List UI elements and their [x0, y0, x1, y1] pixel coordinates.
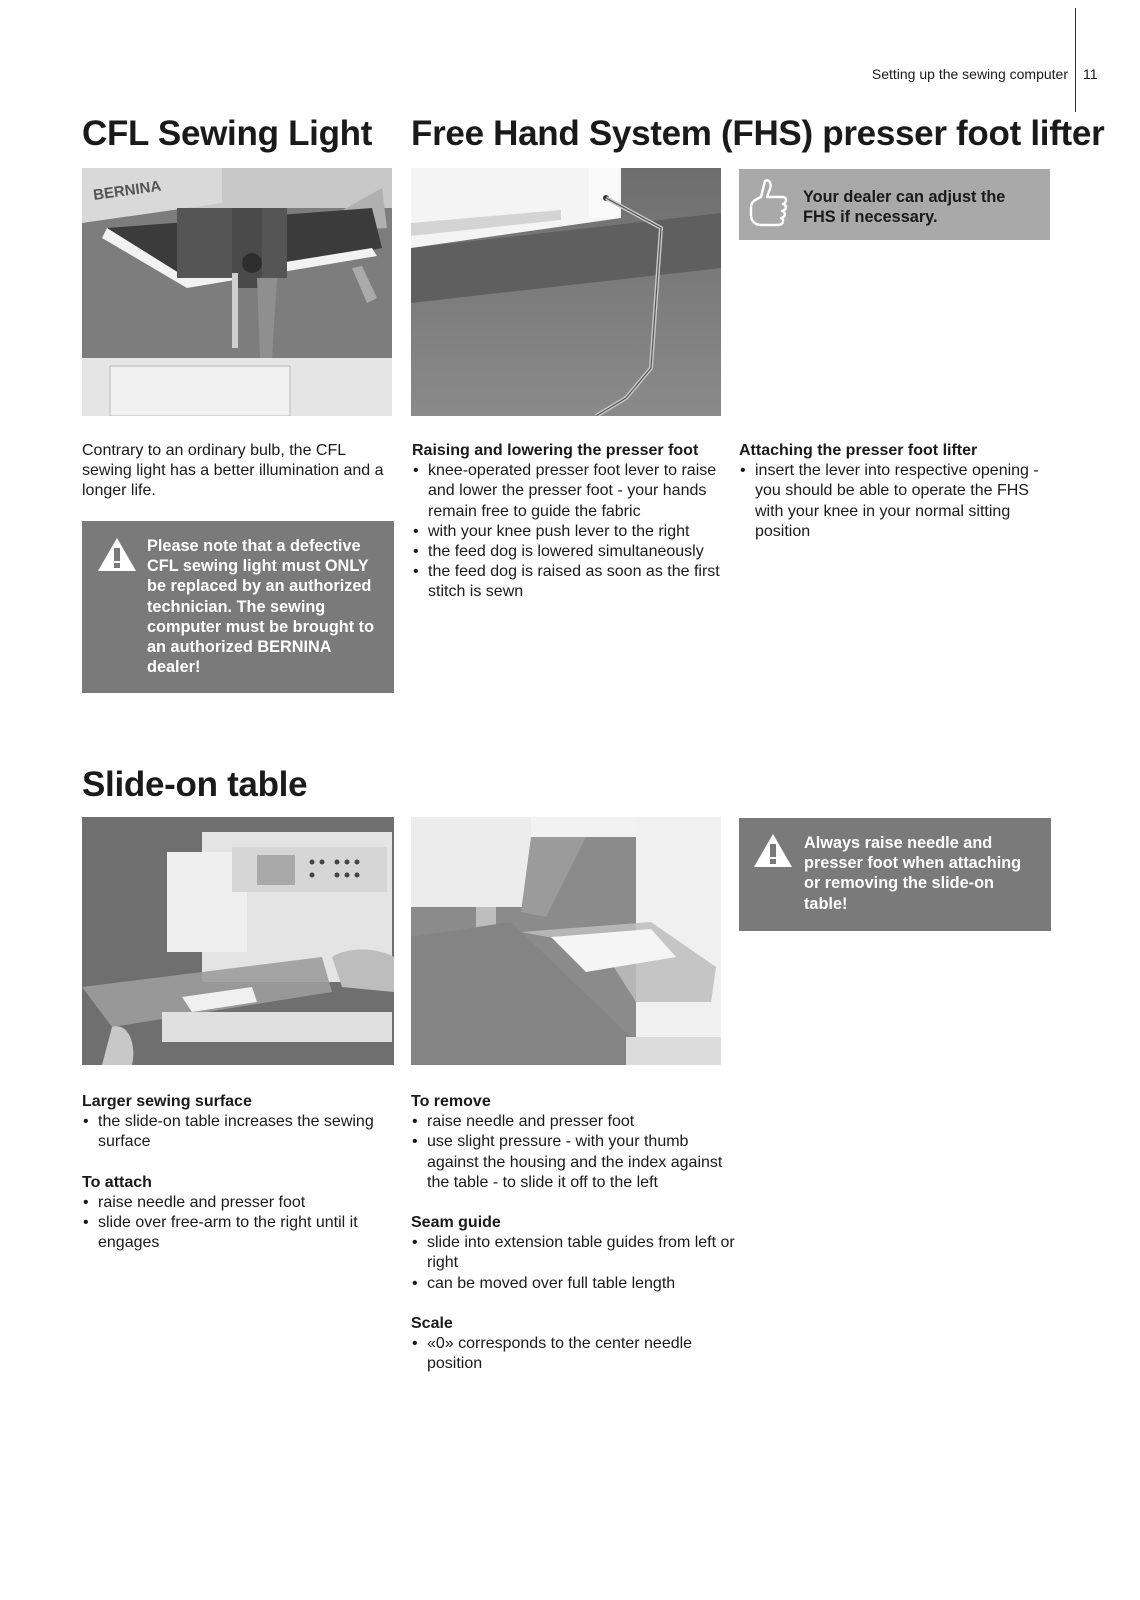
seam-guide-heading: Seam guide	[411, 1214, 501, 1232]
list-item: • the slide-on table increases the sewing surface	[82, 1112, 397, 1152]
fhs-raising-heading: Raising and lowering the presser foot	[412, 442, 699, 459]
fhs-attaching-list	[739, 461, 1054, 542]
list-item: • use slight pressure - with your thumb against the housing and the index against the table - to slide it off to the left	[411, 1132, 736, 1193]
list-item: • the feed dog is raised as soon as the first stitch is sewn	[412, 562, 732, 602]
to-attach-list	[82, 1193, 397, 1254]
list-item: • raise needle and presser foot	[82, 1193, 397, 1213]
header-divider	[1075, 8, 1076, 112]
scale-heading: Scale	[411, 1314, 453, 1332]
warning-triangle-icon	[753, 833, 793, 873]
slide-on-warning-box	[739, 818, 1051, 931]
list-item: • with your knee push lever to the right	[412, 522, 732, 542]
to-remove-heading: To remove	[411, 1093, 491, 1110]
warning-triangle-icon	[97, 537, 137, 577]
slide-on-middle-column	[411, 1092, 736, 1394]
to-remove-list	[411, 1112, 736, 1193]
cfl-title: CFL Sewing Light	[82, 114, 373, 153]
cfl-warning-text: Please note that a defective CFL sewing light must ONLY be replaced by an authorized technician. The sewing computer must be brought to an authorized BERNINA dealer!	[147, 537, 375, 677]
fhs-attaching-heading: Attaching the presser foot lifter	[739, 442, 978, 459]
fhs-raising-list	[412, 461, 732, 602]
list-item: • the feed dog is lowered simultaneously	[412, 542, 732, 562]
larger-surface-list	[82, 1112, 397, 1152]
list-item: • knee-operated presser foot lever to raise and lower the presser foot - your hands remain free to guide the fabric	[412, 461, 732, 522]
fhs-tip-text: Your dealer can adjust the FHS if necessary.	[803, 188, 1006, 227]
slide-on-title: Slide-on table	[82, 765, 308, 804]
to-attach-heading: To attach	[82, 1173, 152, 1191]
page-number: 11	[1083, 66, 1098, 82]
fhs-attaching-section	[739, 441, 1054, 562]
seam-guide-list	[411, 1233, 736, 1294]
cfl-photo	[82, 168, 392, 416]
slide-on-photo-attached	[411, 817, 721, 1065]
fhs-raising-section	[412, 441, 732, 623]
slide-on-left-column	[82, 1092, 397, 1273]
list-item: • slide into extension table guides from left or right	[411, 1233, 736, 1273]
section-title: Setting up the sewing computer	[871, 66, 1068, 82]
larger-surface-heading: Larger sewing surface	[82, 1093, 252, 1110]
thumbs-up-icon	[745, 177, 795, 242]
fhs-tip-box	[739, 169, 1050, 240]
fhs-photo	[411, 168, 721, 416]
fhs-title: Free Hand System (FHS) presser foot lifter	[411, 114, 1105, 153]
svg-text:BERNINA: BERNINA	[92, 177, 163, 204]
list-item: • can be moved over full table length	[411, 1274, 736, 1294]
list-item: • insert the lever into respective opening - you should be able to operate the FHS with your knee in your normal sitting position	[739, 461, 1054, 542]
slide-on-photo-attach	[82, 817, 394, 1065]
cfl-description: Contrary to an ordinary bulb, the CFL sewing light has a better illumination and a longer life.	[82, 442, 384, 500]
list-item: • «0» corresponds to the center needle position	[411, 1334, 736, 1374]
list-item: • slide over free-arm to the right until it engages	[82, 1213, 397, 1253]
list-item: • raise needle and presser foot	[411, 1112, 736, 1132]
cfl-warning-box	[82, 521, 394, 693]
slide-on-warning-text: Always raise needle and presser foot when attaching or removing the slide-on table!	[804, 834, 1022, 913]
scale-list	[411, 1334, 736, 1374]
